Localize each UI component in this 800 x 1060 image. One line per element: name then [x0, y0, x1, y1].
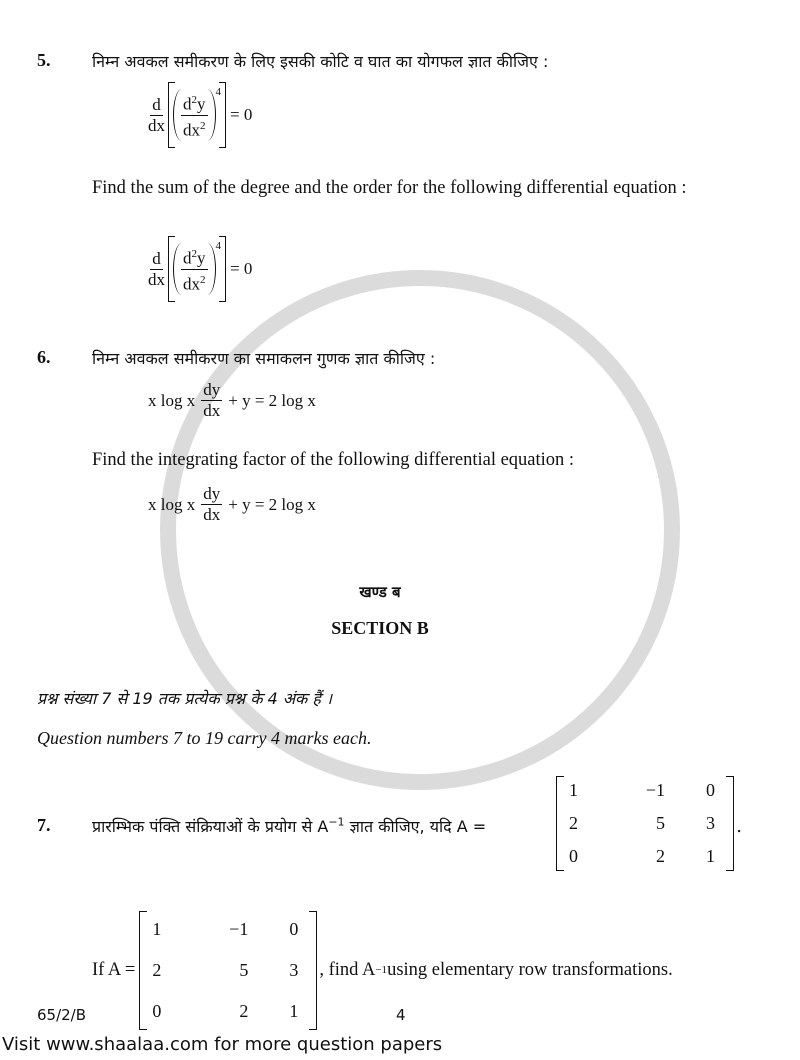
dx: dx: [148, 115, 165, 135]
d: d: [152, 248, 161, 268]
matrix-cell: 0: [569, 846, 578, 866]
matrix-cell: 1: [289, 1001, 299, 1021]
matrix-cell: −1: [645, 780, 665, 800]
matrix-cell: 5: [239, 960, 249, 980]
question-number: 6.: [37, 347, 51, 367]
dx: dx: [148, 269, 165, 289]
matrix-cell: 2: [656, 846, 665, 866]
matrix-cell: 3: [706, 813, 715, 833]
d: d: [183, 248, 192, 268]
matrix-cell: 2: [569, 813, 578, 833]
dx: dx: [183, 274, 200, 294]
dy: dy: [203, 380, 221, 399]
matrix-cell: 3: [289, 960, 299, 980]
exp: 2: [200, 273, 206, 286]
question-5-english: Find the sum of the degree and the order for the following differential equation :: [92, 178, 687, 198]
matrix-cell: 1: [569, 780, 578, 800]
y: y: [197, 94, 206, 114]
exp: 2: [191, 93, 197, 106]
exp: −1: [328, 815, 345, 829]
question-6-hindi: निम्न अवकल समीकरण का समाकलन गुणक ज्ञात कीजिए :: [92, 349, 436, 368]
matrix-cell: 2: [152, 960, 162, 980]
question-7-hindi: [92, 815, 486, 837]
exp: 2: [191, 247, 197, 260]
power: 4: [215, 86, 221, 98]
instructions-english: Question numbers 7 to 19 carry 4 marks each.: [37, 728, 372, 748]
exp: −1: [375, 964, 388, 976]
matrix-cell: −1: [229, 919, 249, 939]
text: प्रारम्भिक पंक्ति संक्रियाओं के प्रयोग से A: [92, 817, 329, 836]
page-number: 4: [396, 1006, 406, 1024]
matrix-cell: 1: [152, 919, 162, 939]
question-5-equation-2: [145, 236, 252, 302]
question-6-equation-2: [148, 484, 316, 525]
period: .: [736, 816, 742, 837]
question-6-equation-1: [148, 380, 316, 421]
dx: dx: [203, 505, 221, 524]
text: If A =: [92, 960, 136, 980]
section-title: SECTION B: [331, 618, 429, 638]
y: y: [197, 248, 206, 268]
text: using elementary row transformations.: [387, 960, 673, 980]
footer-link[interactable]: Visit www.shaalaa.com for more question papers: [2, 1034, 443, 1055]
rhs: + y = 2 log x: [228, 390, 316, 410]
question-number: 7.: [37, 815, 51, 835]
text: ज्ञात कीजिए, यदि A =: [344, 817, 487, 836]
matrix: [139, 911, 317, 1030]
question-5-equation-1: [145, 82, 252, 148]
question-number: 5.: [37, 50, 51, 70]
text: , find A: [319, 960, 376, 980]
matrix-cell: 5: [656, 813, 665, 833]
power: 4: [215, 240, 221, 252]
matrix-a: [556, 776, 742, 871]
matrix-cell: 0: [289, 919, 299, 939]
paper-code: 65/2/B: [37, 1006, 87, 1024]
instructions-hindi: प्रश्न संख्या 7 से 19 तक प्रत्येक प्रश्न के 4 अंक हैं ।: [37, 689, 333, 708]
d: d: [152, 94, 161, 114]
question-5-hindi: निम्न अवकल समीकरण के लिए इसकी कोटि व घात का योगफल ज्ञात कीजिए :: [92, 52, 549, 71]
exp: 2: [200, 119, 206, 132]
question-7-english: [92, 911, 673, 1030]
matrix: [556, 776, 734, 871]
matrix-cell: 0: [706, 780, 715, 800]
dy: dy: [203, 484, 221, 503]
lhs: x log x: [148, 494, 196, 514]
dx: dx: [203, 401, 221, 420]
rhs: + y = 2 log x: [228, 494, 316, 514]
rhs: = 0: [230, 105, 253, 124]
matrix-cell: 0: [152, 1001, 162, 1021]
section-title-hindi: खण्ड ब: [359, 583, 401, 601]
matrix-cell: 1: [706, 846, 715, 866]
rhs: = 0: [230, 259, 253, 278]
d: d: [183, 94, 192, 114]
question-6-english: Find the integrating factor of the following differential equation :: [92, 450, 575, 470]
lhs: x log x: [148, 390, 196, 410]
matrix-cell: 2: [239, 1001, 249, 1021]
dx: dx: [183, 120, 200, 140]
